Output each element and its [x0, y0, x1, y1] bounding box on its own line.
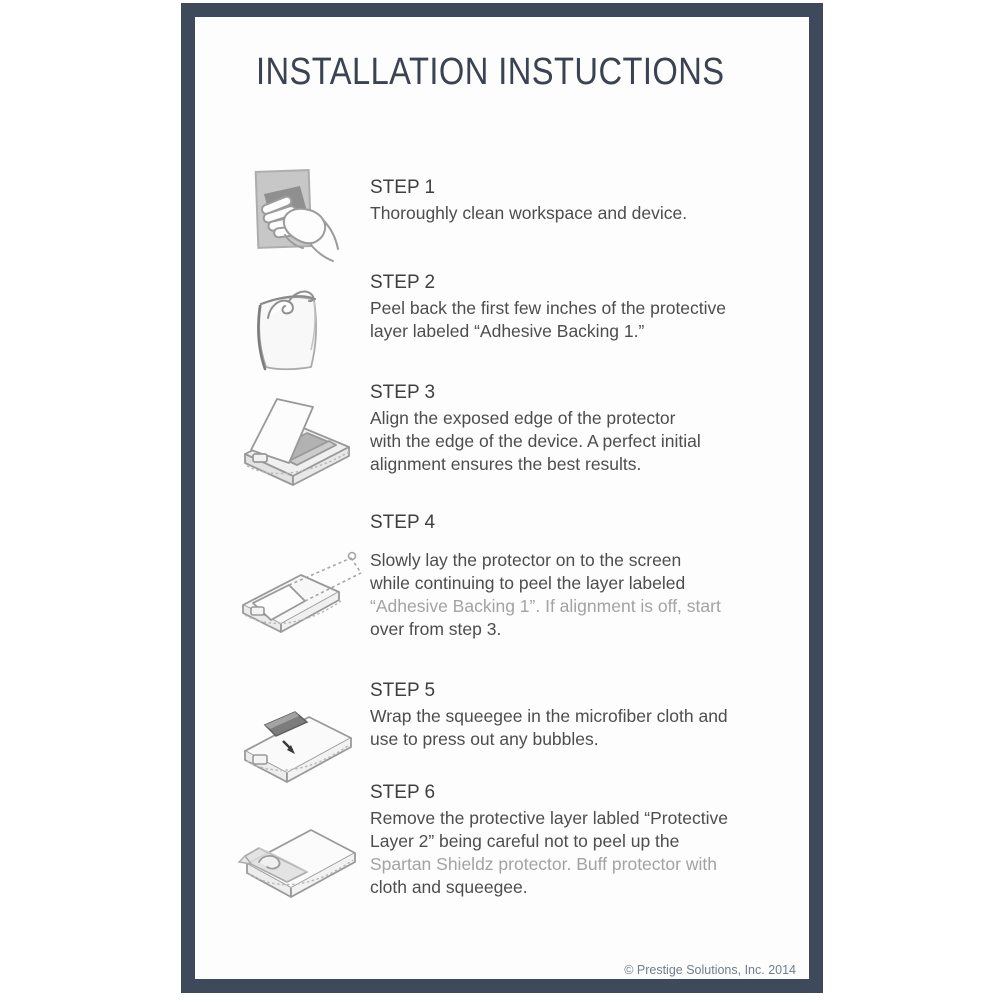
step-3 — [370, 381, 800, 476]
step-label: STEP 6 — [370, 782, 436, 803]
step-line: layer labeled “Adhesive Backing 1.” — [370, 321, 645, 341]
step-label: STEP 1 — [370, 177, 436, 198]
step-line: use to press out any bubbles. — [370, 729, 599, 749]
align-protector-icon — [237, 390, 343, 490]
step-line: alignment ensures the best results. — [370, 454, 642, 474]
step-line: Wrap the squeegee in the microfiber cloth and — [370, 706, 728, 726]
step-line: Remove the protective layer labled “Protective — [370, 808, 728, 828]
remove-layer-icon — [237, 806, 343, 906]
step-label: STEP 4 — [370, 512, 436, 533]
step-2 — [370, 271, 800, 343]
step-line: while continuing to peel the layer labeled — [370, 573, 686, 593]
step-4 — [370, 511, 800, 641]
step-label: STEP 5 — [370, 680, 436, 701]
step-5 — [370, 679, 800, 751]
copyright-text: © Prestige Solutions, Inc. 2014 — [624, 963, 796, 977]
step-line: Align the exposed edge of the protector — [370, 408, 676, 428]
page-title: INSTALLATION INSTUCTIONS — [256, 51, 725, 93]
instruction-sheet — [181, 3, 823, 993]
lay-protector-icon — [237, 545, 343, 640]
peel-backing-icon — [237, 282, 343, 374]
step-line: Spartan Shieldz protector. Buff protector with — [370, 854, 717, 874]
step-line: “Adhesive Backing 1”. If alignment is off, start — [370, 596, 721, 616]
step-line: with the edge of the device. A perfect initial — [370, 431, 701, 451]
step-line: Peel back the first few inches of the protective — [370, 298, 727, 318]
step-line: cloth and squeegee. — [370, 877, 528, 897]
squeegee-icon — [237, 693, 343, 791]
step-6 — [370, 781, 800, 899]
step-line: Slowly lay the protector on to the screen — [370, 550, 682, 570]
step-line: over from step 3. — [370, 619, 502, 639]
step-label: STEP 2 — [370, 272, 436, 293]
step-line: Thoroughly clean workspace and device. — [370, 203, 688, 223]
step-label: STEP 3 — [370, 382, 436, 403]
clean-device-icon — [237, 167, 343, 262]
step-1 — [370, 176, 800, 225]
step-line: Layer 2” being careful not to peel up the — [370, 831, 680, 851]
